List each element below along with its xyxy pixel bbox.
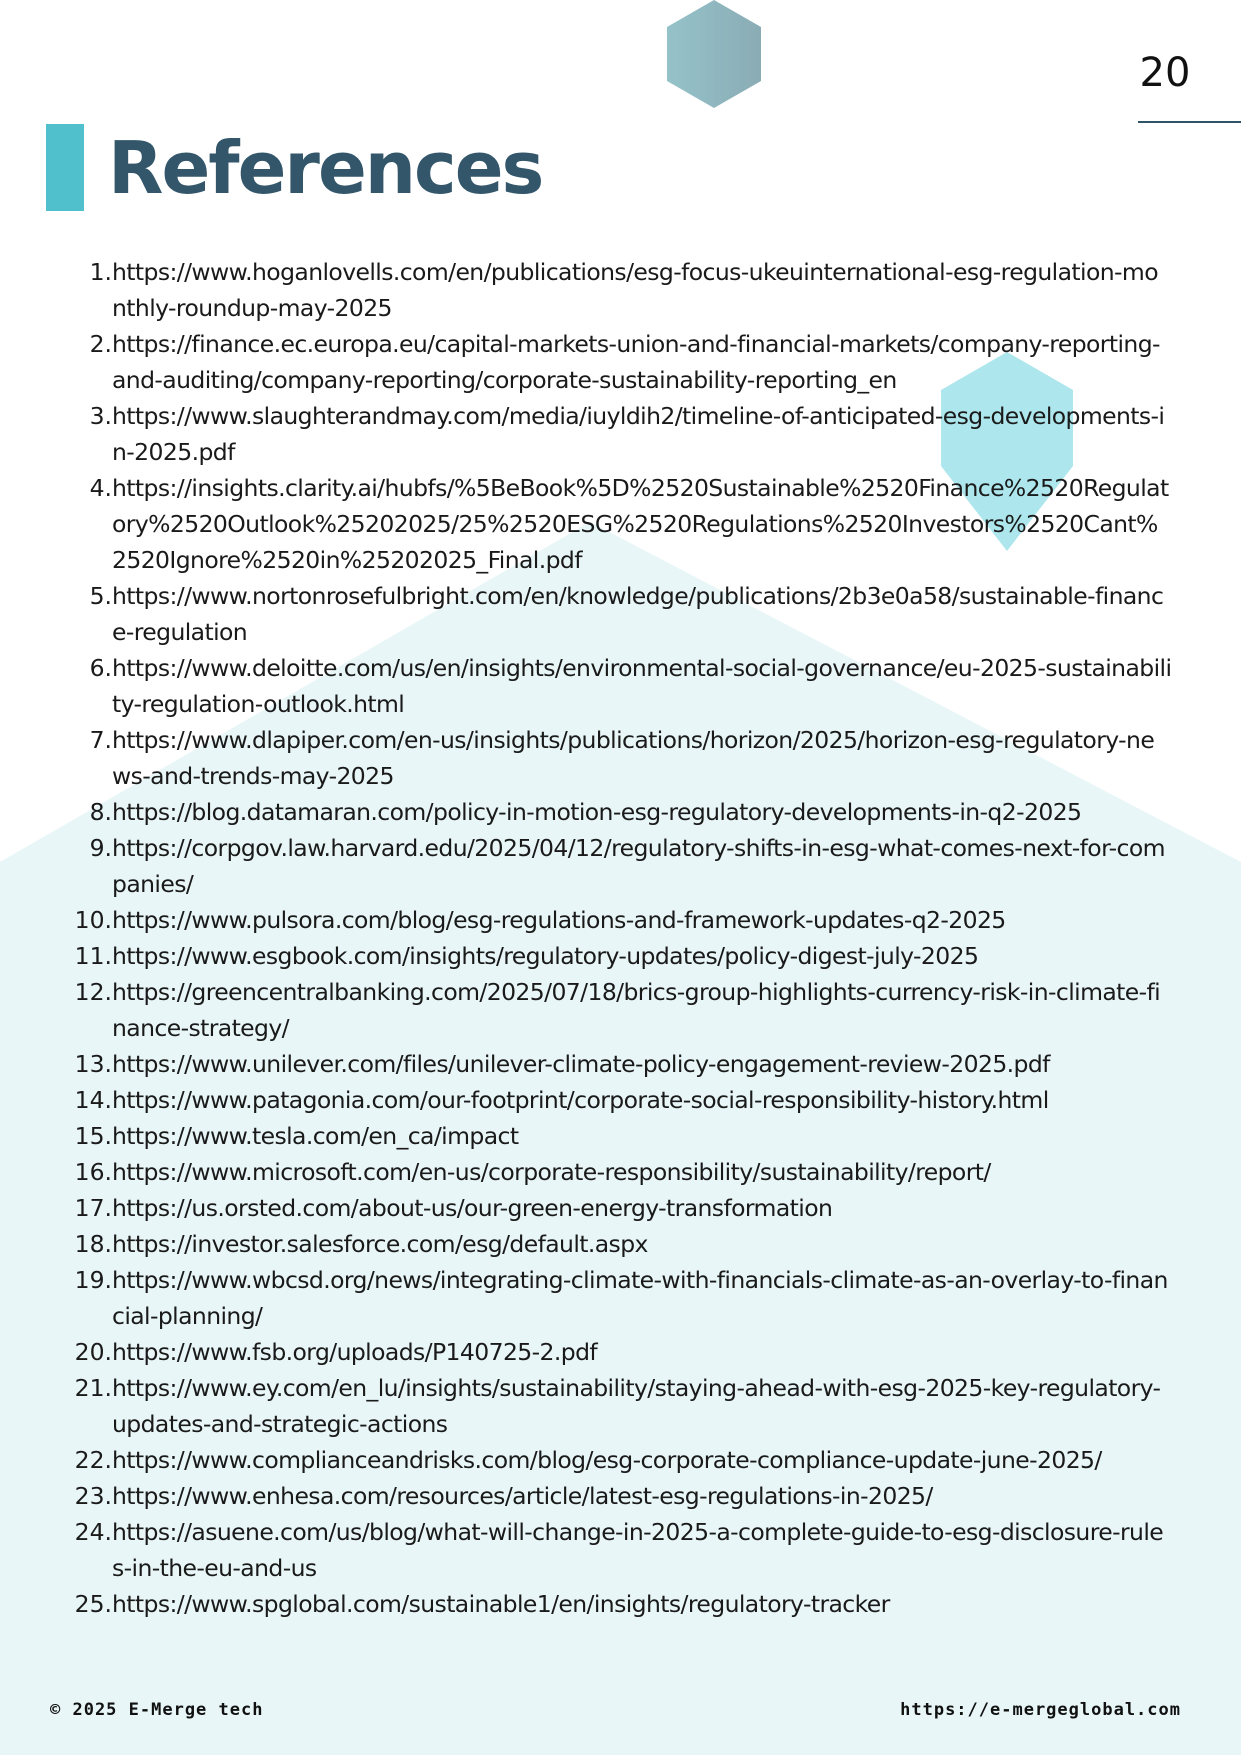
reference-number: 21. [74,1374,112,1402]
title-accent-bar [46,124,84,211]
reference-item [60,1226,1180,1262]
reference-number: 8. [89,798,112,826]
reference-link[interactable]: https://corpgov.law.harvard.edu/2025/04/12/regulatory-shifts-in-esg-what-comes-next-for-companies/ [112,834,1165,898]
reference-link[interactable]: https://www.ey.com/en_lu/insights/sustainability/staying-ahead-with-esg-2025-key-regulatory-updates-and-strategic-actions [112,1374,1161,1438]
reference-link[interactable]: https://www.fsb.org/uploads/P140725-2.pdf [112,1338,598,1366]
reference-link[interactable]: https://finance.ec.europa.eu/capital-markets-union-and-financial-markets/company-reporting-and-auditing/company-reporting/corporate-sustainability-reporting_en [112,330,1160,394]
reference-link[interactable]: https://www.pulsora.com/blog/esg-regulations-and-framework-updates-q2-2025 [112,906,1006,934]
reference-number: 1. [89,258,112,286]
reference-item [60,1190,1180,1226]
reference-number: 13. [74,1050,112,1078]
reference-number: 10. [74,906,112,934]
reference-number: 18. [74,1230,112,1258]
reference-number: 15. [74,1122,112,1150]
reference-link[interactable]: https://www.hoganlovells.com/en/publications/esg-focus-ukeuinternational-esg-regulation-monthly-roundup-may-2025 [112,258,1158,322]
page-title: References [108,126,543,210]
reference-item [60,1442,1180,1478]
reference-link[interactable]: https://investor.salesforce.com/esg/default.aspx [112,1230,648,1258]
reference-item [60,1334,1180,1370]
reference-number: 6. [89,654,112,682]
reference-item [60,1262,1180,1334]
reference-link[interactable]: https://www.unilever.com/files/unilever-climate-policy-engagement-review-2025.pdf [112,1050,1050,1078]
reference-item [60,326,1180,398]
reference-number: 25. [74,1590,112,1618]
reference-item [60,1118,1180,1154]
reference-number: 11. [74,942,112,970]
reference-number: 17. [74,1194,112,1222]
reference-item [60,1478,1180,1514]
reference-item [60,254,1180,326]
reference-link[interactable]: https://www.dlapiper.com/en-us/insights/publications/horizon/2025/horizon-esg-regulatory-news-and-trends-may-2025 [112,726,1155,790]
reference-item [60,1154,1180,1190]
reference-item [60,902,1180,938]
reference-item [60,938,1180,974]
reference-number: 5. [89,582,112,610]
reference-link[interactable]: https://www.patagonia.com/our-footprint/corporate-social-responsibility-history.html [112,1086,1049,1114]
reference-link[interactable]: https://www.tesla.com/en_ca/impact [112,1122,519,1150]
reference-item [60,1514,1180,1586]
reference-link[interactable]: https://www.spglobal.com/sustainable1/en/insights/regulatory-tracker [112,1590,890,1618]
reference-link[interactable]: https://www.deloitte.com/us/en/insights/environmental-social-governance/eu-2025-sustainability-regulation-outlook.html [112,654,1172,718]
reference-link[interactable]: https://www.slaughterandmay.com/media/iuyldih2/timeline-of-anticipated-esg-developments-in-2025.pdf [112,402,1165,466]
reference-number: 14. [74,1086,112,1114]
reference-number: 7. [89,726,112,754]
reference-link[interactable]: https://www.enhesa.com/resources/article/latest-esg-regulations-in-2025/ [112,1482,933,1510]
reference-item [60,794,1180,830]
reference-item [60,722,1180,794]
reference-number: 12. [74,978,112,1006]
reference-item [60,470,1180,578]
reference-number: 3. [89,402,112,430]
reference-item [60,1586,1180,1622]
reference-number: 19. [74,1266,112,1294]
reference-number: 24. [74,1518,112,1546]
top-hexagon-shape [667,0,761,108]
reference-link[interactable]: https://www.wbcsd.org/news/integrating-climate-with-financials-climate-as-an-overlay-to-financial-planning/ [112,1266,1168,1330]
reference-link[interactable]: https://www.complianceandrisks.com/blog/esg-corporate-compliance-update-june-2025/ [112,1446,1102,1474]
reference-link[interactable]: https://www.esgbook.com/insights/regulatory-updates/policy-digest-july-2025 [112,942,979,970]
reference-link[interactable]: https://asuene.com/us/blog/what-will-change-in-2025-a-complete-guide-to-esg-disclosure-rules-in-the-eu-and-us [112,1518,1164,1582]
page-number-divider [1138,121,1241,123]
references-list [60,254,1180,1622]
reference-item [60,830,1180,902]
reference-number: 16. [74,1158,112,1186]
reference-item [60,1046,1180,1082]
reference-item [60,398,1180,470]
reference-number: 20. [74,1338,112,1366]
reference-item [60,974,1180,1046]
reference-number: 22. [74,1446,112,1474]
reference-item [60,1370,1180,1442]
reference-link[interactable]: https://www.microsoft.com/en-us/corporate-responsibility/sustainability/report/ [112,1158,991,1186]
reference-link[interactable]: https://us.orsted.com/about-us/our-green-energy-transformation [112,1194,833,1222]
reference-link[interactable]: https://insights.clarity.ai/hubfs/%5BeBook%5D%2520Sustainable%2520Finance%2520Regulatory%2520Outlook%25202025/25%2520ESG%2520Regulations%2520Investors%2520Cant%2520Ignore%2520in%25202025_Final.pdf [112,474,1169,574]
reference-item [60,578,1180,650]
reference-link[interactable]: https://blog.datamaran.com/policy-in-motion-esg-regulatory-developments-in-q2-2025 [112,798,1082,826]
reference-number: 23. [74,1482,112,1510]
footer-website-link[interactable]: https://e-mergeglobal.com [900,1700,1181,1720]
reference-item [60,650,1180,722]
reference-number: 2. [89,330,112,358]
reference-item [60,1082,1180,1118]
page-number: 20 [1139,50,1191,96]
footer-copyright: © 2025 E-Merge tech [50,1700,264,1720]
reference-link[interactable]: https://greencentralbanking.com/2025/07/18/brics-group-highlights-currency-risk-in-climate-finance-strategy/ [112,978,1161,1042]
reference-link[interactable]: https://www.nortonrosefulbright.com/en/knowledge/publications/2b3e0a58/sustainable-finance-regulation [112,582,1164,646]
reference-number: 4. [89,474,112,502]
reference-number: 9. [89,834,112,862]
